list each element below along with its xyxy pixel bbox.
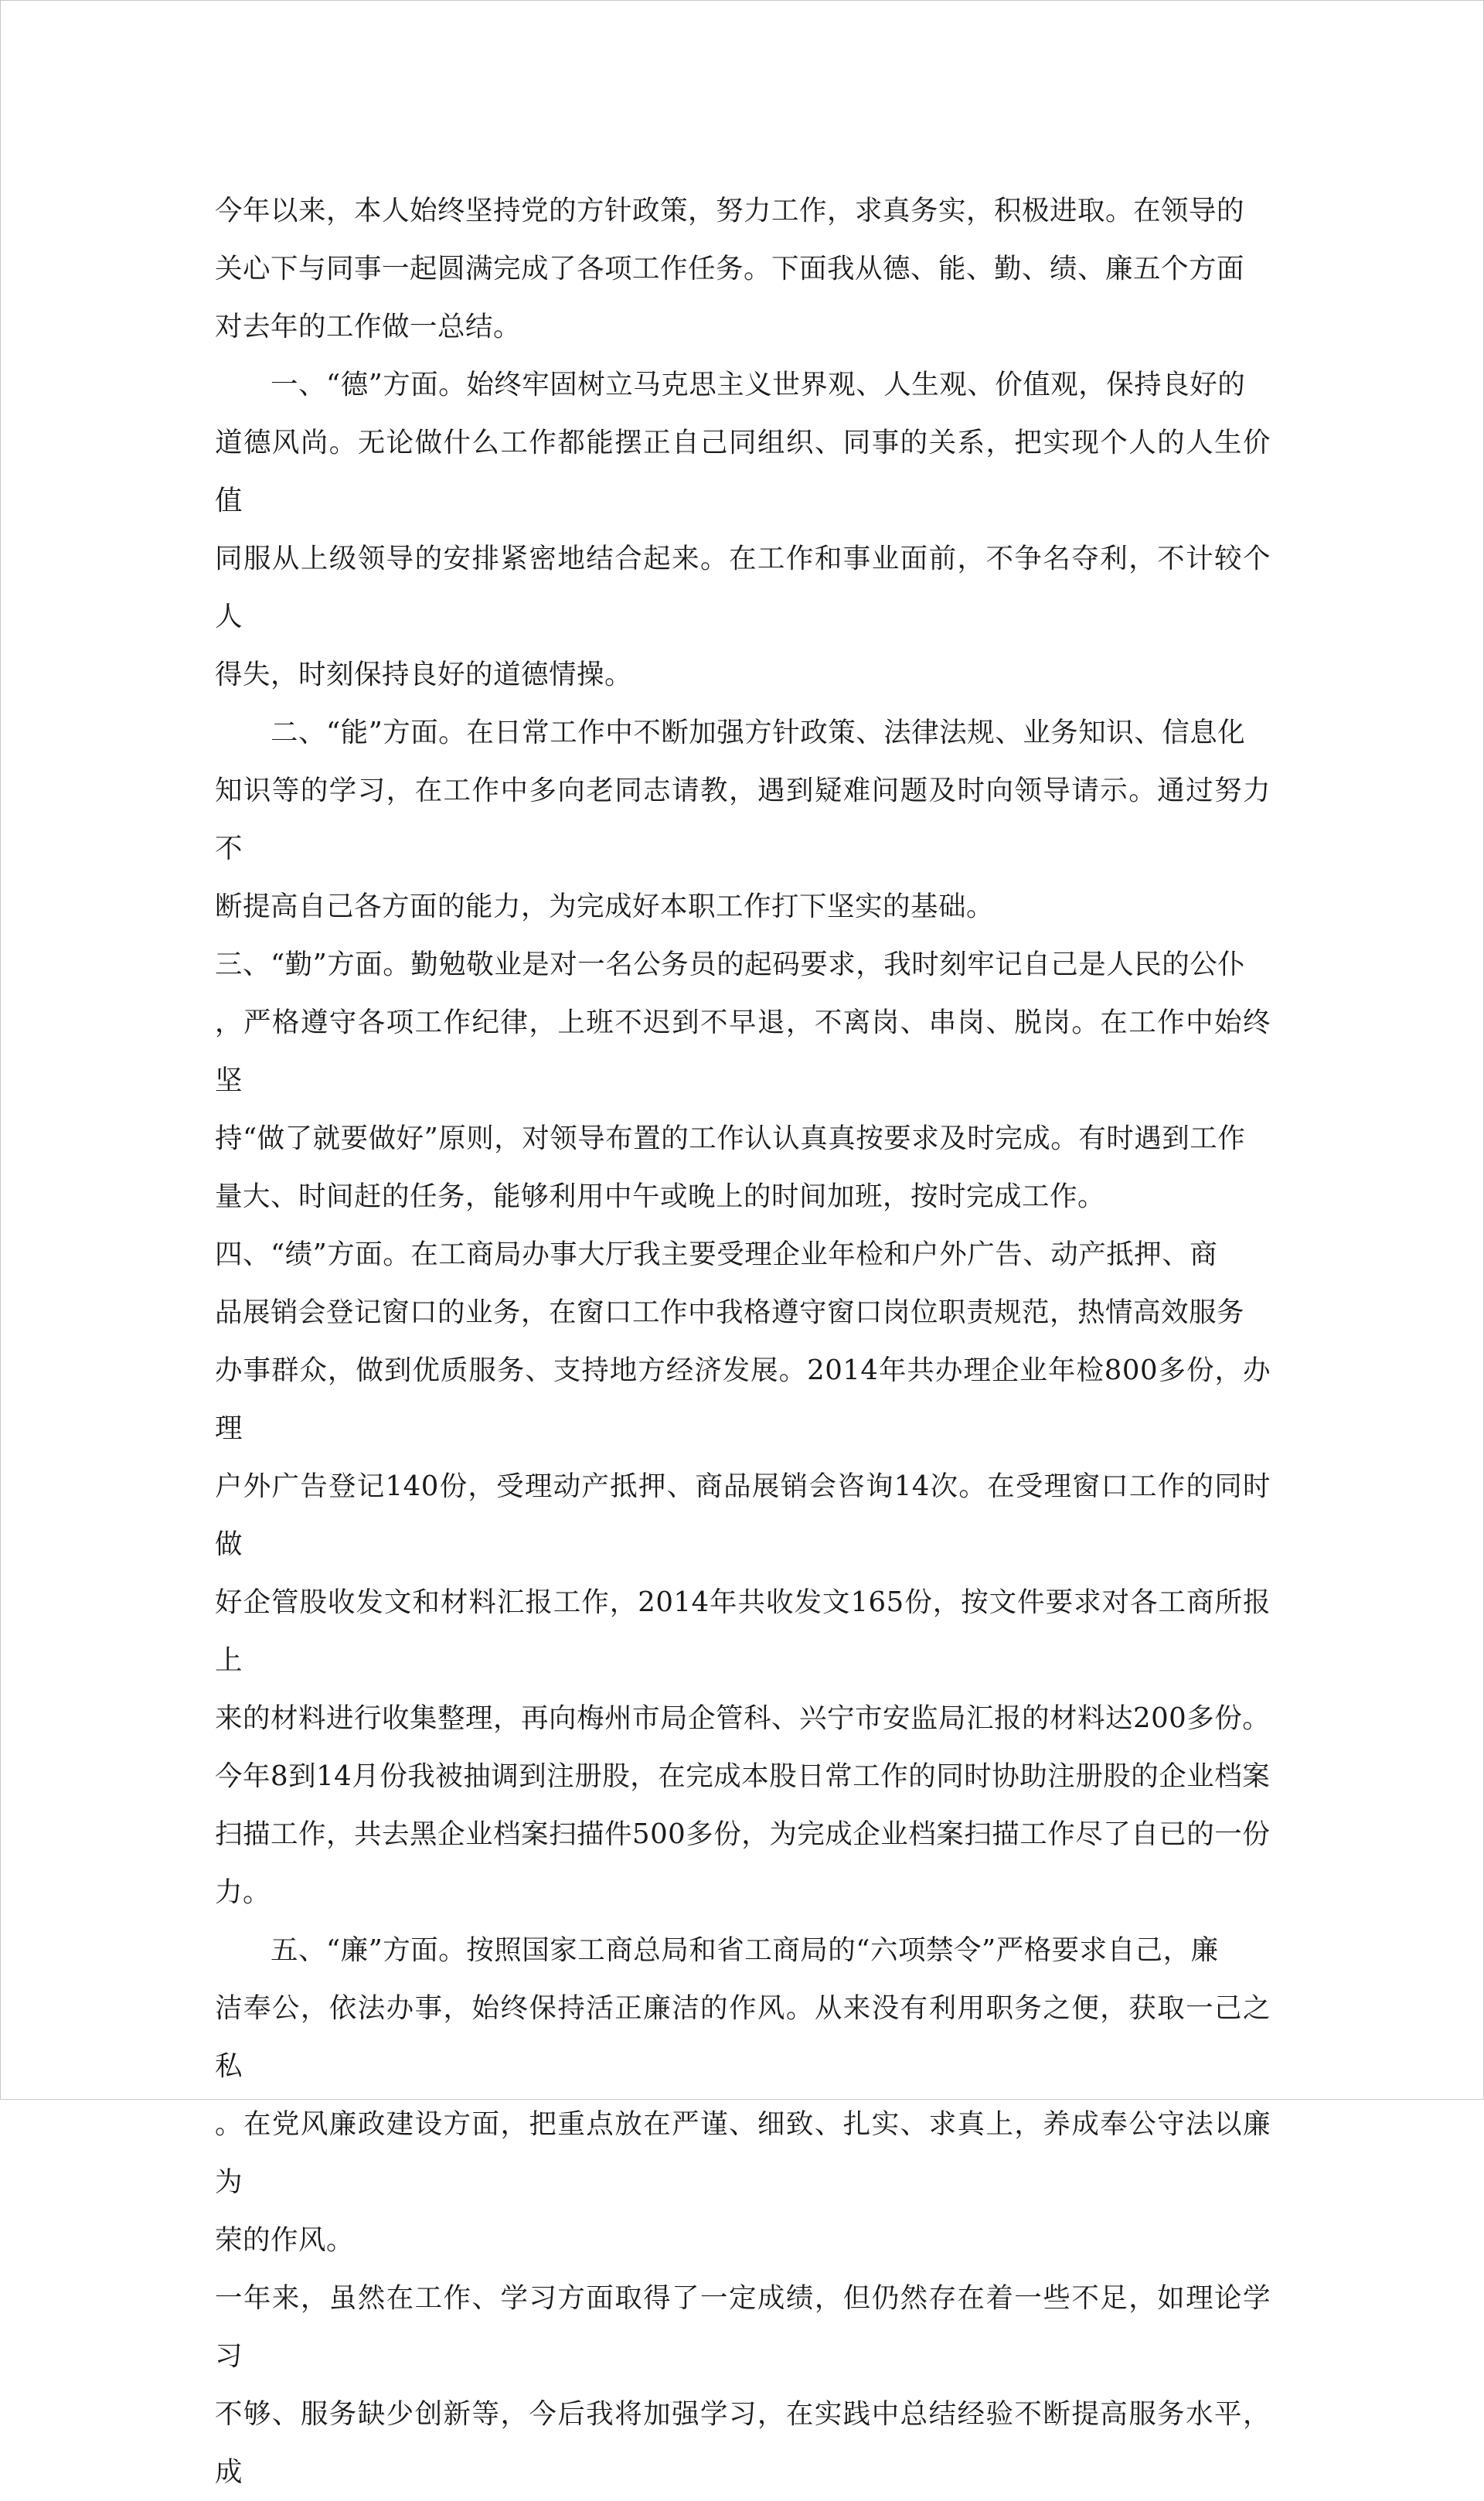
- text-line: 力。: [215, 1876, 271, 1908]
- text-line: 办事群众，做到优质服务、支持地方经济发展。2014年共办理企业年检800多份，办理: [215, 1354, 1271, 1444]
- text-line: ，严格遵守各项工作纪律，上班不迟到不早退，不离岗、串岗、脱岗。在工作中始终坚: [215, 1007, 1271, 1096]
- text-line: 洁奉公，依法办事，始终保持活正廉洁的作风。从来没有利用职务之便，获取一己之私: [215, 1992, 1271, 2082]
- text-line: 荣的作风。: [215, 2224, 355, 2256]
- text-line: 一、“德”方面。始终牢固树立马克思主义世界观、人生观、价值观，保持良好的: [271, 369, 1246, 400]
- paragraph-summary: [215, 2269, 1271, 2501]
- text-line: 断提高自己各方面的能力，为完成好本职工作打下坚实的基础。: [215, 891, 995, 922]
- paragraph-neng: [215, 704, 1271, 935]
- text-line: 一年来，虽然在工作、学习方面取得了一定成绩，但仍然存在着一些不足，如理论学习: [215, 2282, 1271, 2372]
- paragraph-lian: [215, 1921, 1271, 2269]
- text-line: 户外广告登记140份，受理动产抵押、商品展销会咨询14次。在受理窗口工作的同时做: [215, 1470, 1271, 1560]
- text-line: 。在党风廉政建设方面，把重点放在严谨、细致、扎实、求真上，养成奉公守法以廉为: [215, 2108, 1271, 2198]
- text-line: 得失，时刻保持良好的道德情操。: [215, 659, 633, 690]
- text-line: 扫描工作，共去黑企业档案扫描件500多份，为完成企业档案扫描工作尽了自已的一份: [215, 1818, 1271, 1850]
- text-line: 四、“绩”方面。在工商局办事大厅我主要受理企业年检和户外广告、动产抵押、商: [215, 1239, 1218, 1270]
- text-line: 三、“勤”方面。勤勉敬业是对一名公务员的起码要求，我时刻牢记自己是人民的公仆: [215, 949, 1246, 980]
- paragraph-ji: [215, 1225, 1271, 1921]
- paragraph-de: [215, 356, 1271, 704]
- paragraph-qin: [215, 935, 1271, 1225]
- text-line: 道德风尚。无论做什么工作都能摆正自己同组织、同事的关系，把实现个人的人生价值: [215, 427, 1271, 516]
- text-line: 来的材料进行收集整理，再向梅州市局企管科、兴宁市安监局汇报的材料达200多份。: [215, 1702, 1271, 1734]
- text-line: 好企管股收发文和材料汇报工作，2014年共收发文165份，按文件要求对各工商所报上: [215, 1586, 1271, 1676]
- text-line: 今年8到14月份我被抽调到注册股，在完成本股日常工作的同时协助注册股的企业档案: [215, 1760, 1271, 1792]
- text-line: 五、“廉”方面。按照国家工商总局和省工商局的“六项禁令”严格要求自己，廉: [271, 1934, 1219, 1966]
- text-line: 今年以来，本人始终坚持党的方针政策，努力工作，求真务实，积极进取。在领导的: [215, 195, 1245, 227]
- text-line: 同服从上级领导的安排紧密地结合起来。在工作和事业面前，不争名夺利，不计较个人: [215, 543, 1271, 632]
- text-line: 量大、时间赶的任务，能够利用中午或晚上的时间加班，按时完成工作。: [215, 1181, 1106, 1212]
- document-body: [215, 182, 1271, 2501]
- text-line: 对去年的工作做一总结。: [215, 311, 522, 342]
- text-line: 关心下与同事一起圆满完成了各项工作任务。下面我从德、能、勤、绩、廉五个方面: [215, 253, 1245, 285]
- paragraph-intro: [215, 182, 1271, 356]
- text-line: 不够、服务缺少创新等，今后我将加强学习，在实践中总结经验不断提高服务水平，成: [215, 2398, 1271, 2488]
- text-line: 持“做了就要做好”原则，对领导布置的工作认认真真按要求及时完成。有时遇到工作: [215, 1123, 1246, 1154]
- text-line: 二、“能”方面。在日常工作中不断加强方针政策、法律法规、业务知识、信息化: [271, 717, 1246, 748]
- text-line: 品展销会登记窗口的业务，在窗口工作中我格遵守窗口岗位职责规范，热情高效服务: [215, 1296, 1245, 1328]
- text-line: 知识等的学习，在工作中多向老同志请教，遇到疑难问题及时向领导请示。通过努力不: [215, 775, 1271, 864]
